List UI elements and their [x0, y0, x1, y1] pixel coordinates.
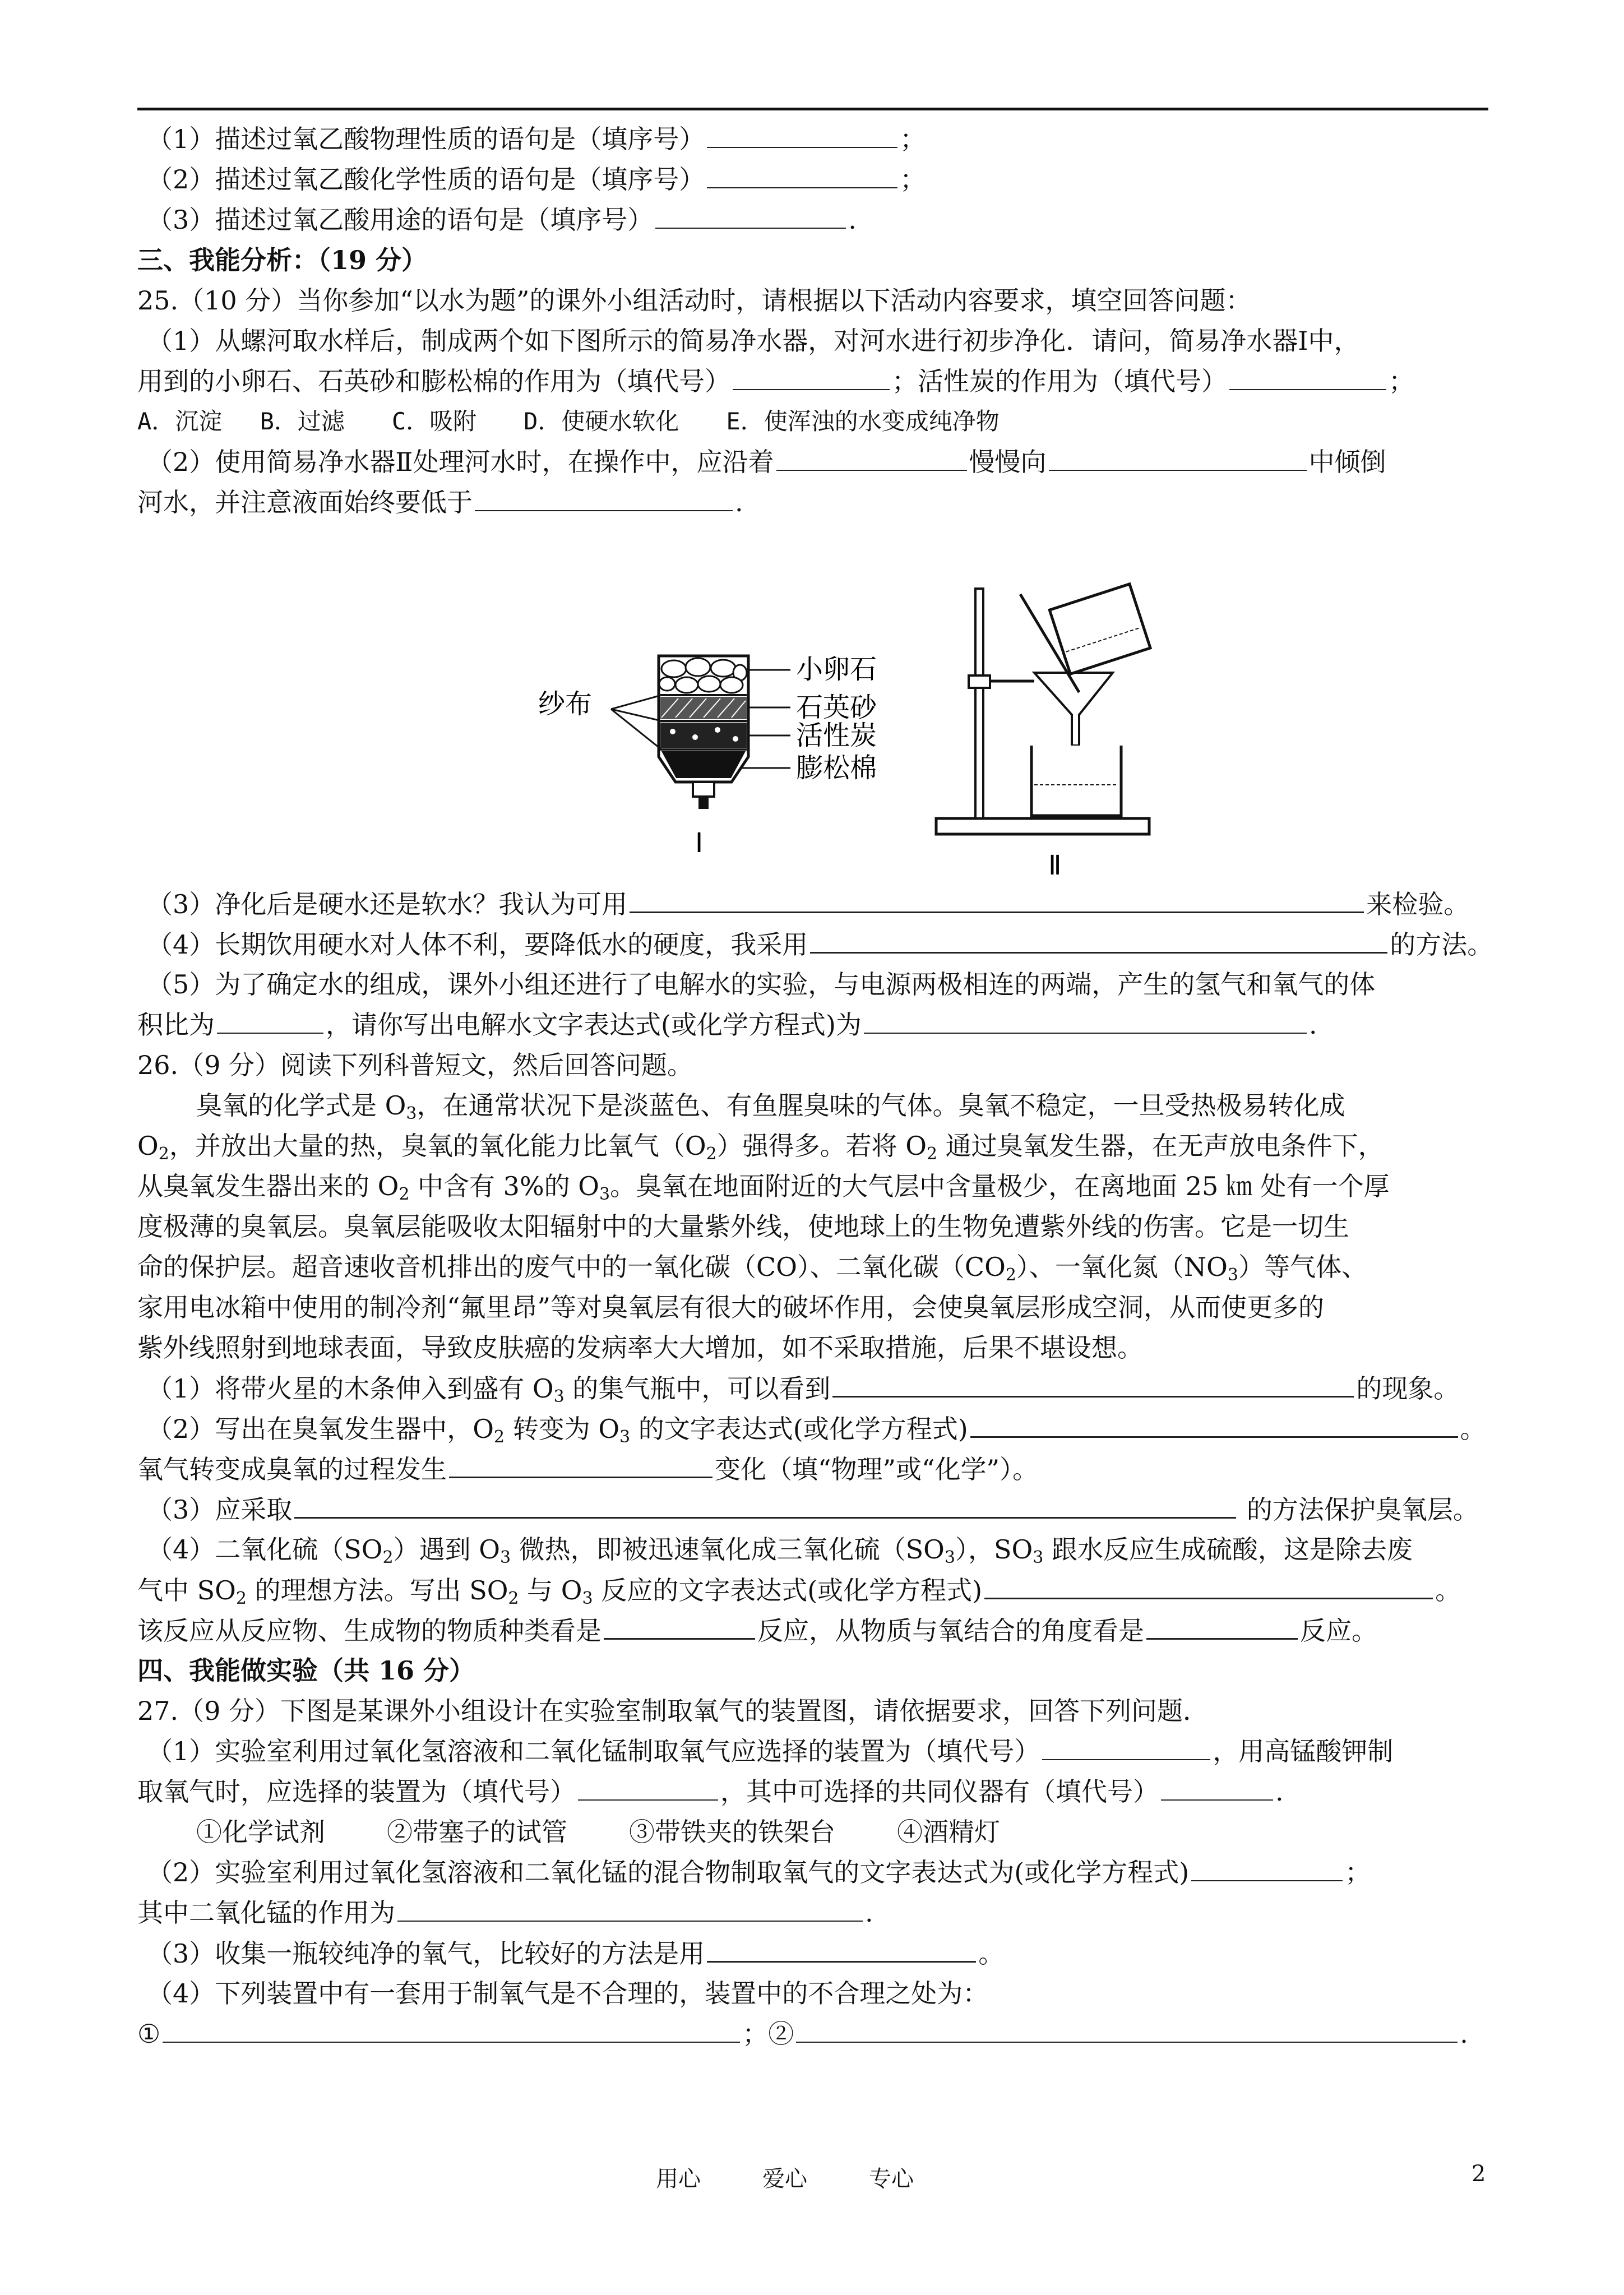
q26-para-line: 紫外线照射到地球表面，导致皮肤癌的发病率大大增加，如不采取措施，后果不堪设想。 — [137, 1332, 1143, 1363]
filtration-diagram — [919, 561, 1188, 880]
answer-blank[interactable] — [163, 2017, 740, 2043]
q24-item-3: （3）描述过氧乙酸用途的语句是（填序号） . — [147, 203, 1503, 237]
header-rule — [137, 108, 1488, 110]
q24-item-3-text: （3）描述过氧乙酸用途的语句是（填序号） — [147, 205, 654, 235]
q27-part4-answers: ① ；② . — [137, 2017, 1494, 2051]
answer-blank[interactable] — [733, 364, 890, 390]
answer-blank[interactable] — [1146, 1613, 1298, 1640]
q26-sub2: （2）写出在臭氧发生器中，$O_2$ 转变为 $O_3$ 的文字表达式(或化学方程式) 。 — [147, 1412, 1503, 1446]
q27-stem: 27.（9 分）下图是某课外小组设计在实验室制取氧气的装置图，请依据要求，回答下列问题． — [137, 1696, 1209, 1726]
answer-blank[interactable] — [294, 1492, 1236, 1519]
answer-blank[interactable] — [397, 1896, 863, 1922]
answer-blank[interactable] — [1191, 1856, 1343, 1881]
answer-blank[interactable] — [449, 1452, 712, 1478]
purifier-diagram — [527, 589, 953, 880]
q26-para-line: 度极薄的臭氧层。臭氧层能吸收太阳辐射中的大量紫外线，使地球上的生物免遭紫外线的伤害。它是一切生 — [137, 1211, 1349, 1242]
answer-blank[interactable] — [832, 1371, 1354, 1398]
answer-blank[interactable] — [864, 1008, 1307, 1034]
figure-purifier-1 — [527, 589, 953, 880]
answer-blank[interactable] — [1049, 445, 1307, 471]
footer-motto-2: 爱心 — [762, 2166, 807, 2192]
label-gauze: 纱布 — [538, 688, 593, 720]
q26-sub4-line2: 气中 $SO_2$ 的理想方法。写出 $SO_2$ 与 $O_3$ 反应的文字表达式(或化学方程式) 。 — [137, 1573, 1494, 1607]
item-stoppered-tube: ②带塞子的试管 — [387, 1817, 567, 1847]
q26-sub1: （1）将带火星的木条伸入到盛有 $O_3$ 的集气瓶中，可以看到 的现象。 — [147, 1371, 1503, 1405]
answer-blank[interactable] — [1042, 1734, 1210, 1760]
item-alcohol-lamp: ④酒精灯 — [897, 1817, 1000, 1847]
q25-part1-line2: 用到的小卵石、石英砂和膨松棉的作用为（填代号） ；活性炭的作用为（填代号） ； — [137, 364, 1494, 398]
q26-sub4-line3: 该反应从反应物、生成物的物质种类看是 反应，从物质与氧结合的角度看是 反应。 — [137, 1613, 1494, 1648]
q25-part4: （4）长期饮用硬水对人体不利，要降低水的硬度，我采用 的方法。 — [147, 927, 1503, 961]
q26-sub3: （3）应采取 的方法保护臭氧层。 — [147, 1492, 1503, 1526]
answer-blank[interactable] — [707, 1936, 976, 1963]
label-carbon: 活性炭 — [796, 720, 877, 751]
q25-options: A．沉淀 B．过滤 C．吸附 D．使硬水软化 E．使浑浊的水变成纯净物 — [137, 408, 1000, 435]
q26-sub2-line2: 氧气转变成臭氧的过程发生 变化（填“物理”或“化学”）。 — [137, 1452, 1494, 1486]
label-cotton: 膨松棉 — [796, 752, 877, 784]
q26-para-line: 从臭氧发生器出来的 $O_2$ 中含有 3%的 $O_3$。臭氧在地面附近的大气层中含量极少，在离地面 25 ㎞ 处有一个厚 — [137, 1171, 1390, 1204]
answer-blank[interactable] — [970, 1412, 1458, 1438]
q25-part2-line2: 河水，并注意液面始终要低于 . — [137, 485, 1494, 519]
q25-part3: （3）净化后是硬水还是软水？我认为可用 来检验。 — [147, 887, 1503, 921]
q27-part4: （4）下列装置中有一套用于制氧气是不合理的，装置中的不合理之处为： — [147, 1978, 989, 2009]
answer-blank[interactable] — [810, 927, 1387, 954]
q25-part2-line1: （2）使用简易净水器Ⅱ处理河水时，在操作中，应沿着 慢慢向 中倾倒 — [147, 445, 1503, 479]
answer-blank[interactable] — [604, 1613, 755, 1640]
q26-para-line: 命的保护层。超音速收音机排出的废气中的一氧化碳（CO）、二氧化碳$(CO_2)$、一氧化氮$(NO_3)$等气体、 — [137, 1252, 1367, 1285]
q26-stem: 26.（9 分）阅读下列科普短文，然后回答问题。 — [137, 1050, 693, 1080]
q24-item-1-text: （1）描述过氧乙酸物理性质的语句是（填序号） — [147, 124, 705, 154]
q27-part3: （3）收集一瓶较纯净的氧气，比较好的方法是用 。 — [147, 1936, 1503, 1970]
q24-item-2-text: （2）描述过氧乙酸化学性质的语句是（填序号） — [147, 164, 705, 195]
q26-para-line: 家用电冰箱中使用的制冷剂“氟里昂”等对臭氧层有很大的破坏作用，会使臭氧层形成空洞，从而使更多的 — [137, 1292, 1325, 1322]
answer-blank[interactable] — [1161, 1775, 1273, 1801]
answer-blank[interactable] — [217, 1008, 323, 1034]
q26-para-line: $O_2$，并放出大量的热，臭氧的氧化能力比氧气$(O_2)$强得多。若将 $O_2$ 通过臭氧发生器，在无声放电条件下， — [137, 1131, 1384, 1164]
answer-blank[interactable] — [630, 887, 1364, 913]
page-number: 2 — [1472, 2161, 1486, 2187]
label-roman-2: Ⅱ — [1048, 850, 1062, 880]
figure-filtration-2 — [919, 561, 1188, 880]
q25-part5-line1: （5）为了确定水的组成，课外小组还进行了电解水的实验，与电源两极相连的两端，产生的氢气和氧气的体 — [147, 969, 1376, 1000]
q27-items — [196, 1815, 1553, 1849]
answer-blank[interactable] — [1229, 364, 1386, 390]
q25-stem: 25.（10 分）当你参加“以水为题”的课外小组活动时，请根据以下活动内容要求，填空回答问题： — [137, 285, 1252, 316]
answer-blank[interactable] — [475, 485, 733, 511]
section-3-title: 三、我能分析：（19 分） — [137, 245, 428, 275]
footer-motto-1: 用心 — [656, 2166, 701, 2192]
answer-blank[interactable] — [984, 1573, 1433, 1599]
answer-blank[interactable] — [707, 122, 897, 148]
answer-blank[interactable] — [796, 2017, 1458, 2043]
label-roman-1: Ⅰ — [695, 827, 704, 859]
answer-blank[interactable] — [578, 1775, 718, 1801]
answer-blank[interactable] — [776, 445, 967, 471]
q27-part2-line1: （2）实验室利用过氧化氢溶液和二氧化锰的混合物制取氧气的文字表达式为(或化学方程式) ； — [147, 1856, 1503, 1889]
q27-part1-line2: 取氧气时，应选择的装置为（填代号） ，其中可选择的共同仪器有（填代号） . — [137, 1775, 1494, 1808]
label-quartz: 石英砂 — [796, 692, 877, 723]
section-4-title: 四、我能做实验（共 16 分） — [137, 1655, 475, 1686]
q27-part1-line1: （1）实验室利用过氧化氢溶液和二氧化锰制取氧气应选择的装置为（填代号） ，用高锰酸钾制 — [147, 1734, 1503, 1768]
q25-part5-line2: 积比为 ，请你写出电解水文字表达式(或化学方程式)为 . — [137, 1008, 1494, 1042]
answer-blank[interactable] — [655, 203, 846, 229]
answer-blank[interactable] — [707, 163, 897, 188]
q24-item-2: （2）描述过氧乙酸化学性质的语句是（填序号） ； — [147, 163, 1503, 196]
q26-sub4-line1: （4）二氧化硫$(SO_2)$遇到 $O_3$ 微热，即被迅速氧化成三氧化硫$(SO_3)$，$SO_3$ 跟水反应生成硫酸，这是除去废 — [147, 1534, 1413, 1567]
q25-part1-line1: （1）从螺河取水样后，制成两个如下图所示的简易净水器，对河水进行初步净化．请问，简易净水器Ⅰ中， — [147, 326, 1360, 356]
q24-item-1: （1）描述过氧乙酸物理性质的语句是（填序号） ； — [147, 122, 1503, 156]
footer-motto-3: 专心 — [869, 2166, 914, 2192]
q26-para-line: 臭氧的化学式是 $O_3$，在通常状况下是淡蓝色、有鱼腥臭味的气体。臭氧不稳定，一旦受热极易转化成 — [196, 1090, 1345, 1123]
item-chemical-reagent: ①化学试剂 — [196, 1817, 325, 1847]
label-pebble: 小卵石 — [796, 654, 877, 685]
q27-part2-line2: 其中二氧化锰的作用为 . — [137, 1896, 1494, 1930]
item-iron-stand: ③带铁夹的铁架台 — [629, 1817, 835, 1847]
